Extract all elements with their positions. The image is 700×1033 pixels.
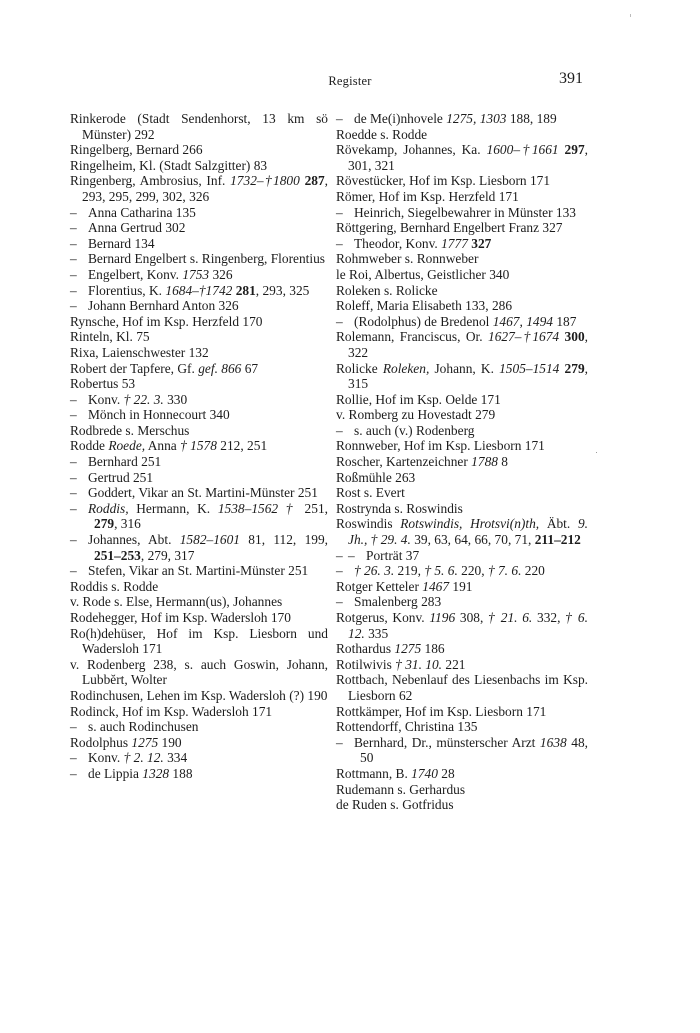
index-entry: Rottmann, B. 1740 28 (336, 765, 455, 781)
index-entry: Rollie, Hof im Ksp. Oelde 171 (336, 391, 501, 407)
index-entry: Rost s. Evert (336, 485, 405, 501)
index-entry: – Gertrud 251 (70, 469, 154, 485)
index-entry: – Mönch in Honnecourt 340 (70, 407, 230, 423)
index-entry: Rodde Roede, Anna † 1578 212, 251 (70, 438, 268, 454)
index-entry: – Bernard Engelbert s. Ringenberg, Florentius (70, 251, 326, 267)
index-entry: le Roi, Albertus, Geistlicher 340 (336, 266, 510, 282)
index-entry: Rolemann, Franciscus, Or. 1627–†1674 300, 322 (336, 329, 588, 360)
index-entry: Ronnweber, Hof im Ksp. Liesborn 171 (336, 438, 545, 454)
index-entry: Roleff, Maria Elisabeth 133, 286 (336, 298, 513, 314)
index-entry: Rövekamp, Johannes, Ka. 1600–†1661 297, 301, 321 (336, 142, 588, 173)
index-entry: – s. auch (v.) Rodenberg (336, 422, 475, 438)
index-entry: Rottkämper, Hof im Ksp. Liesborn 171 (336, 703, 547, 719)
index-entry: Rotgerus, Konv. 1196 308, † 21. 6. 332, † 6. 12. 335 (336, 610, 588, 641)
index-entry: Roscher, Kartenzeichner 1788 8 (336, 454, 508, 470)
index-entry: Ringelberg, Bernard 266 (70, 142, 203, 158)
index-entry: Rostrynda s. Roswindis (336, 500, 463, 516)
index-entry: – Roddis, Hermann, K. 1538–1562 † 251, 279, 316 (70, 500, 328, 532)
index-entry: Rodolphus 1275 190 (70, 734, 182, 750)
index-entry: – Bernhard, Dr., münsterscher Arzt 1638 48, 50 (336, 734, 588, 766)
index-entry: Ringenberg, Ambrosius, Inf. 1732–†1800 287, 293, 295, 299, 302, 326 (70, 173, 329, 204)
index-entry: – Goddert, Vikar an St. Martini-Münster 251 (70, 485, 318, 501)
index-entry: Rotger Ketteler 1467 191 (336, 578, 473, 594)
page-number: 391 (559, 70, 583, 87)
index-entry: Rottbach, Nebenlauf des Liesenbachs im Ksp. Liesborn 62 (336, 672, 588, 703)
index-entry: Rottendorff, Christina 135 (336, 719, 478, 735)
index-entry: Rodehegger, Hof im Ksp. Wadersloh 170 (70, 610, 291, 625)
index-entry: Rohmweber s. Ronnweber (336, 251, 479, 267)
index-entry: Rövestücker, Hof im Ksp. Liesborn 171 (336, 173, 551, 189)
index-entry: – de Lippia 1328 188 (70, 765, 193, 781)
index-entry: Rodbrede s. Merschus (70, 422, 190, 438)
index-entry: Roedde s. Rodde (336, 126, 428, 142)
index-entry: Roswindis Rotswindis, Hrotsvi(n)th, Äbt. 9. Jh., † 29. 4. 39, 63, 64, 66, 70, 71, 211–212 (336, 516, 588, 548)
index-entry: v. Rode s. Else, Hermann(us), Johannes (70, 594, 283, 610)
index-entry: Rotilwivis † 31. 10. 221 (336, 656, 466, 672)
index-entry: – Bernhard 251 (70, 454, 162, 470)
index-entry: – Engelbert, Konv. 1753 326 (70, 266, 233, 282)
margin-dot (596, 452, 597, 453)
index-entry: – Johann Bernhard Anton 326 (70, 298, 239, 314)
index-entry: – Theodor, Konv. 1777 327 (336, 235, 492, 251)
index-column-right (336, 111, 588, 813)
index-column-left (70, 111, 328, 782)
index-entry: v. Rodenberg 238, s. auch Goswin, Johann, Lubbĕrt, Wolter (70, 656, 328, 688)
index-entry: – (Rodolphus) de Bredenol 1467, 1494 187 (336, 313, 577, 329)
index-entry: Rolicke Roleken, Johann, K. 1505–1514 279, 315 (336, 360, 588, 392)
index-entry: – Stefen, Vikar an St. Martini-Münster 251 (70, 563, 309, 579)
margin-mark (630, 14, 631, 17)
index-entry: Roßmühle 263 (336, 469, 416, 485)
index-entry: Roddis s. Rodde (70, 578, 159, 594)
index-entry: – Heinrich, Siegelbewahrer in Münster 133 (336, 204, 576, 220)
index-entry: – de Me(i)nhovele 1275, 1303 188, 189 (336, 111, 557, 126)
index-entry: – Anna Gertrud 302 (70, 220, 186, 236)
index-entry: Rodinchusen, Lehen im Ksp. Wadersloh (?) 190 (70, 687, 328, 703)
index-entry: Rixa, Laienschwester 132 (70, 344, 209, 360)
index-entry: Rynsche, Hof im Ksp. Herzfeld 170 (70, 313, 263, 329)
index-entry: – Smalenberg 283 (336, 594, 442, 610)
index-entry: Roleken s. Rolicke (336, 282, 438, 298)
index-entry: – Konv. † 22. 3. 330 (70, 391, 188, 407)
index-entry: – Bernard 134 (70, 235, 155, 251)
index-entry: de Ruden s. Gotfridus (336, 797, 454, 813)
index-entry: Rinkerode (Stadt Sendenhorst, 13 km sö Münster) 292 (70, 111, 328, 142)
index-entry: – Johannes, Abt. 1582–1601 81, 112, 199, 251–253, 279, 317 (70, 532, 329, 563)
index-entry: Ro(h)dehüser, Hof im Ksp. Liesborn und Wadersloh 171 (70, 625, 328, 657)
index-entry: – † 26. 3. 219, † 5. 6. 220, † 7. 6. 220 (336, 563, 545, 579)
index-entry: – Konv. † 2. 12. 334 (70, 750, 188, 766)
index-entry: – Florentius, K. 1684–†1742 281, 293, 325 (70, 282, 310, 298)
index-entry: – s. auch Rodinchusen (70, 719, 199, 735)
index-entry: Rothardus 1275 186 (336, 641, 445, 657)
index-entry: Ringelheim, Kl. (Stadt Salzgitter) 83 (70, 157, 268, 173)
index-entry: Röttgering, Bernhard Engelbert Franz 327 (336, 220, 563, 236)
index-entry: Römer, Hof im Ksp. Herzfeld 171 (336, 188, 519, 204)
index-entry: Robertus 53 (70, 376, 136, 392)
index-entry: Rudemann s. Gerhardus (336, 781, 466, 797)
index-entry: v. Romberg zu Hovestadt 279 (336, 407, 496, 423)
index-entry: Rinteln, Kl. 75 (70, 329, 150, 345)
running-head: Register (328, 74, 372, 88)
index-entry: – – Porträt 37 (336, 547, 420, 563)
index-entry: – Anna Catharina 135 (70, 204, 196, 220)
index-entry: Robert der Tapfere, Gf. gef. 866 67 (70, 360, 259, 376)
index-entry: Rodinck, Hof im Ksp. Wadersloh 171 (70, 703, 273, 719)
